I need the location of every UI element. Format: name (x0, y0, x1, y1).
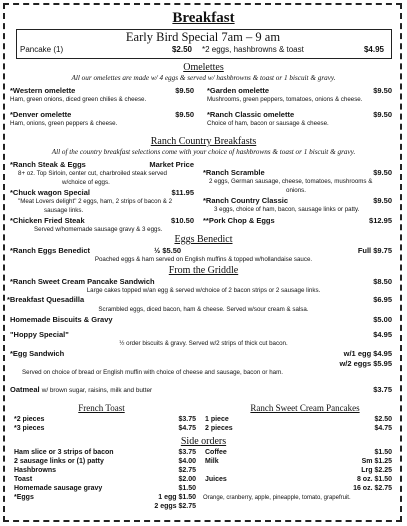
biscuits-gravy-name: Homemade Biscuits & Gravy (10, 315, 113, 324)
juices-note: Orange, cranberry, apple, pineapple, tomato, grapefruit. (203, 495, 351, 501)
western-omelette-name: *Western omelette (10, 86, 76, 95)
ranch-note: All of the country breakfast selections come with your choice of hashbrowns & toast or 1 biscuit & gravy. (51, 148, 356, 156)
ranch-country-classic-price: $9.50 (373, 196, 392, 205)
egg-sandwich-price-1: w/1 egg $4.95 (343, 349, 392, 358)
chuck-wagon-desc-1: "Meat Lovers delight" 2 eggs, ham, 2 strips of bacon & 2 (18, 198, 173, 205)
benedict-desc: Poached eggs & ham served on English muffins & topped w/hollandaise sauce. (94, 256, 313, 263)
side-left-1-label: Ham slice or 3 strips of bacon (14, 449, 114, 456)
chuck-wagon-price: $11.95 (171, 188, 194, 197)
hoppy-special-name: "Hoppy Special" (10, 330, 69, 339)
pancakes-row-1-label: 1 piece (205, 416, 229, 423)
egg-sandwich-desc: Served on choice of bread or English muffin with choice of cheese and sausage, bacon or ham. (22, 369, 283, 376)
page-title: Breakfast (172, 10, 235, 26)
side-left-4-label: Toast (14, 476, 33, 483)
pancakes-row-1-price: $2.50 (374, 416, 392, 423)
ranch-country-classic-name: *Ranch Country Classic (203, 196, 289, 205)
ranch-scramble-price: $9.50 (373, 168, 392, 177)
side-right-2-price: Sm $1.25 (361, 458, 392, 465)
ranch-classic-omelette-name: *Ranch Classic omelette (207, 110, 295, 119)
sides-heading: Side orders (180, 436, 227, 447)
pancakes-row-2-price: $4.75 (374, 425, 392, 432)
side-left-3-price: $2.75 (178, 467, 196, 474)
side-eggs-label: *Eggs (14, 494, 34, 501)
benedict-heading: Eggs Benedict (174, 234, 233, 245)
egg-sandwich-name: *Egg Sandwich (10, 349, 65, 358)
early-bird-eggs-price: $4.95 (363, 45, 384, 54)
western-omelette-price: $9.50 (175, 86, 194, 95)
chicken-fried-steak-price: $10.50 (171, 216, 194, 225)
side-eggs-price-2: 2 eggs $2.75 (154, 503, 196, 510)
biscuits-gravy-price: $5.00 (373, 315, 392, 324)
french-toast-row-2-price: $4.75 (178, 425, 196, 432)
side-left-5-price: $1.50 (178, 485, 196, 492)
denver-omelette-price: $9.50 (175, 110, 194, 119)
oatmeal-line (10, 386, 152, 394)
early-bird-pancake-label: Pancake (1) (20, 45, 64, 54)
ranch-classic-omelette-desc: Choice of ham, bacon or sausage & cheese. (207, 120, 329, 127)
pancakes-row-2-label: 2 pieces (205, 425, 233, 432)
french-toast-row-2-label: *3 pieces (14, 425, 45, 432)
chicken-fried-steak-name: *Chicken Fried Steak (10, 216, 85, 225)
ranch-scramble-desc-2: onions. (286, 187, 306, 194)
quesadilla-desc: Scrambled eggs, diced bacon, ham & cheese. Served w/sour cream & salsa. (98, 306, 309, 313)
pancake-sandwich-name: *Ranch Sweet Cream Pancake Sandwich (10, 277, 155, 286)
omelettes-note: All our omelettes are made w/ 4 eggs & served w/ hashbrowns & toast or 1 biscuit & gravy. (71, 74, 336, 82)
chuck-wagon-desc-2: sausage links. (44, 207, 84, 214)
ranch-heading: Ranch Country Breakfasts (150, 136, 257, 147)
garden-omelette-name: *Garden omelette (207, 86, 270, 95)
french-toast-heading: French Toast (78, 403, 125, 413)
quesadilla-name: *Breakfast Quesadilla (7, 295, 85, 304)
omelettes-heading: Omelettes (183, 62, 224, 73)
griddle-heading: From the Griddle (168, 265, 239, 276)
denver-omelette-name: *Denver omelette (10, 110, 72, 119)
oatmeal-desc: w/ brown sugar, raisins, milk and butter (41, 387, 153, 394)
garden-omelette-price: $9.50 (373, 86, 392, 95)
side-left-3-label: Hashbrowns (14, 467, 57, 474)
side-left-1-price: $3.75 (178, 449, 196, 456)
early-bird-pancake-price: $2.50 (171, 45, 192, 54)
side-eggs-price-1: 1 egg $1.50 (158, 494, 196, 501)
pancake-sandwich-desc: Large cakes topped w/an egg & served w/choice of 2 bacon strips or 2 sausage links. (86, 287, 321, 294)
side-right-4-label: Juices (205, 476, 227, 483)
hoppy-special-desc: ½ order biscuits & gravy. Served w/2 strips of thick cut bacon. (119, 340, 288, 347)
chicken-fried-steak-desc: Served w/homemade sausage gravy & 3 eggs. (34, 226, 163, 233)
early-bird-heading: Early Bird Special 7am – 9 am (125, 30, 281, 44)
side-left-2-price: $4.00 (178, 458, 196, 465)
side-right-1-label: Coffee (205, 449, 227, 456)
steak-eggs-name: *Ranch Steak & Eggs (10, 160, 86, 169)
pancake-sandwich-price: $8.50 (373, 277, 392, 286)
side-left-2-label: 2 sausage links or (1) patty (14, 458, 104, 465)
steak-eggs-desc-1: 8+ oz. Top Sirloin, center cut, charbroiled steak served (18, 170, 167, 177)
side-left-5-label: Homemade sausage gravy (14, 485, 103, 492)
ranch-scramble-name: *Ranch Scramble (203, 168, 265, 177)
side-right-4-price: 8 oz. $1.50 (356, 476, 392, 483)
french-toast-row-1-price: $3.75 (178, 416, 196, 423)
side-right-1-price: $1.50 (374, 449, 392, 456)
oatmeal-name: Oatmeal (10, 385, 40, 394)
french-toast-row-1-label: *2 pieces (14, 416, 45, 423)
ranch-classic-omelette-price: $9.50 (373, 110, 392, 119)
quesadilla-price: $6.95 (373, 295, 392, 304)
oatmeal-price: $3.75 (373, 385, 392, 394)
egg-sandwich-price-2: w/2 eggs $5.95 (339, 359, 392, 368)
pancakes-heading: Ranch Sweet Cream Pancakes (250, 403, 360, 413)
benedict-full-price: Full $9.75 (357, 246, 392, 255)
steak-eggs-desc-2: w/choice of eggs. (62, 179, 110, 186)
hoppy-special-price: $4.95 (373, 330, 392, 339)
side-right-2-label: Milk (205, 458, 219, 465)
pork-chop-name: **Pork Chop & Eggs (203, 216, 275, 225)
chuck-wagon-name: *Chuck wagon Special (10, 188, 91, 197)
early-bird-eggs-label: *2 eggs, hashbrowns & toast (202, 45, 304, 54)
denver-omelette-desc: Ham, onions, green peppers & cheese. (10, 120, 118, 127)
steak-eggs-price: Market Price (149, 160, 194, 169)
pork-chop-price: $12.95 (369, 216, 392, 225)
benedict-half-price: ½ $5.50 (154, 246, 182, 255)
western-omelette-desc: Ham, green onions, diced green chilies & cheese. (10, 96, 147, 103)
garden-omelette-desc: Mushrooms, green peppers, tomatoes, onions & cheese. (207, 96, 363, 103)
ranch-country-classic-desc: 3 eggs, choice of ham, bacon, sausage links or patty. (214, 206, 360, 213)
ranch-scramble-desc-1: 2 eggs, German sausage, cheese, tomatoes, mushrooms & (209, 178, 373, 185)
side-right-5-price: 16 oz. $2.75 (353, 485, 392, 492)
side-left-4-price: $2.00 (178, 476, 196, 483)
side-right-3-price: Lrg $2.25 (361, 467, 392, 474)
benedict-name: *Ranch Eggs Benedict (10, 246, 91, 255)
